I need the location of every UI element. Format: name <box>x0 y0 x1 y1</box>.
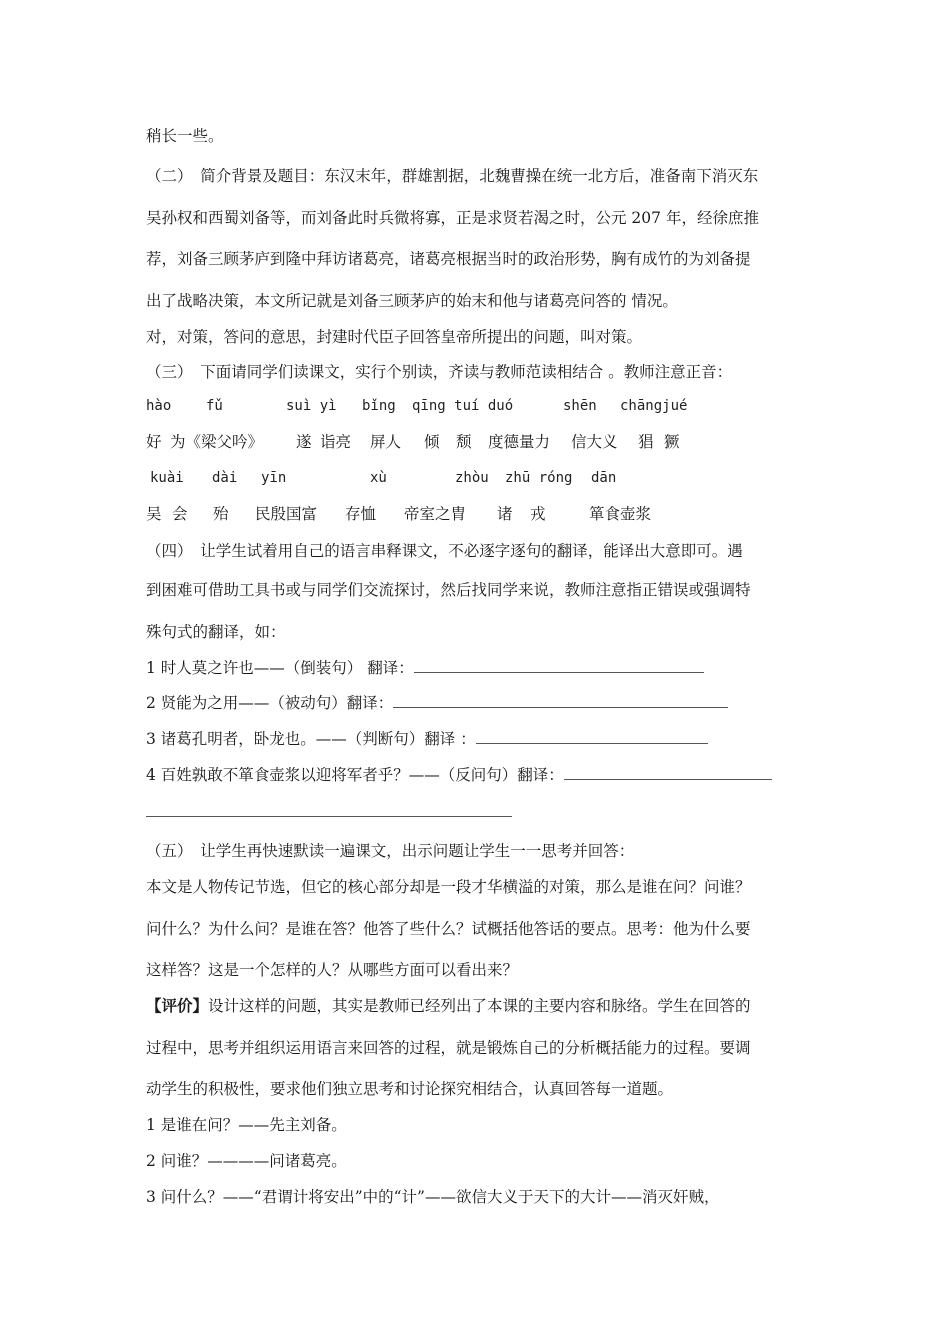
answer-blank[interactable] <box>414 658 704 673</box>
section-2-line-4: 出了战略决策，本文所记就是刘备三顾茅庐的始末和他与诸葛亮问答的 情况。 <box>146 292 678 310</box>
translation-item-1 <box>146 658 704 678</box>
translation-prompt: 2 贤能为之用——（被动句）翻译： <box>146 694 394 712</box>
vocab-row-2 <box>0 504 950 526</box>
vocab-word: 猖 <box>638 433 654 451</box>
pinyin: zhòu <box>455 470 489 486</box>
section-5-line-3: 问什么？为什么问？是谁在答？他答了些什么？试概括他答话的要点。思考：他为什么要 <box>146 920 751 938</box>
section-2-line-2: 吴孙权和西蜀刘备等，而刘备此时兵微将寡，正是求贤若渴之时，公元 207 年，经徐庶推 <box>146 209 759 227</box>
pinyin: fǔ <box>206 398 223 414</box>
translation-prompt: 3 诸葛孔明者，卧龙也。——（判断句）翻译 ： <box>146 730 476 748</box>
pinyin: chāngjué <box>620 398 688 414</box>
vocab-word: 好 <box>146 433 162 451</box>
vocab-word: 殆 <box>213 505 229 523</box>
translation-prompt: 4 百姓孰敢不箪食壶浆以迎将军者乎？——（反问句）翻译： <box>146 766 564 784</box>
vocab-word: 戎 <box>530 505 546 523</box>
translation-item-2 <box>146 693 728 713</box>
section-4-line-3: 殊句式的翻译，如： <box>146 623 286 641</box>
section-5-line-1: （五） 让学生再快速默读一遍课文，出示问题让学生一一思考并回答： <box>146 842 635 860</box>
pinyin: suì yì <box>286 398 337 414</box>
section-5-line-2: 本文是人物传记节选，但它的核心部分却是一段才华横溢的对策，那么是谁在问？问谁？ <box>146 878 751 896</box>
pinyin: shēn <box>563 398 597 414</box>
answer-blank-continuation[interactable] <box>146 806 512 817</box>
vocab-word: 信大义 <box>571 433 618 451</box>
answer-blank[interactable] <box>476 729 708 744</box>
pinyin-row-2 <box>0 470 950 492</box>
answer-line-1: 1 是谁在问？——先主刘备。 <box>146 1116 347 1134</box>
vocab-row-1 <box>0 432 950 454</box>
vocab-word: 帝室之胄 <box>404 505 467 523</box>
section-4-line-2: 到困难可借助工具书或与同学们交流探讨，然后找同学来说，教师注意指正错误或强调特 <box>146 581 751 599</box>
vocab-word: 吴 <box>146 505 162 523</box>
translation-item-3 <box>146 729 708 749</box>
answer-blank[interactable] <box>393 693 728 708</box>
vocab-word: 度德量力 <box>488 433 551 451</box>
section-2-line-3: 荐，刘备三顾茅庐到隆中拜访诸葛亮，诸葛亮根据当时的政治形势，胸有成竹的为刘备提 <box>146 250 751 268</box>
paragraph-line: 稍长一些。 <box>146 127 224 145</box>
section-2-line-1: （二） 简介背景及题目：东汉末年，群雄割据，北魏曹操在统一北方后，准备南下消灭东 <box>146 167 759 185</box>
pinyin: zhū róng <box>505 470 573 486</box>
evaluation-tag: 【评价】 <box>146 996 209 1015</box>
vocab-word: 民殷国富 <box>255 505 318 523</box>
vocab-word: 遂 <box>296 433 312 451</box>
answer-line-3: 3 问什么？——“君谓计将安出”中的“计”——欲信大义于天下的大计——消灭奸贼， <box>146 1188 720 1206</box>
pinyin-row-1 <box>0 398 950 420</box>
vocab-word: 为《梁父吟》 <box>170 433 264 451</box>
pinyin: dài <box>212 470 238 486</box>
vocab-word: 獗 <box>664 433 680 451</box>
section-2-line-5: 对，对策，答问的意思，封建时代臣子回答皇帝所提出的问题，叫对策。 <box>146 328 643 346</box>
vocab-word: 诸 <box>497 505 513 523</box>
pinyin: yīn <box>261 470 287 486</box>
vocab-word: 屏人 <box>370 433 402 451</box>
pinyin: dān <box>591 470 617 486</box>
translation-item-4 <box>146 765 772 785</box>
evaluation-line-3: 动学生的积极性，要求他们独立思考和讨论探究相结合，认真回答每一道题。 <box>146 1080 674 1098</box>
answer-blank[interactable] <box>564 765 772 780</box>
answer-line-2: 2 问谁？————问诸葛亮。 <box>146 1152 347 1170</box>
section-4-line-1: （四） 让学生试着用自己的语言串释课文，不必逐字逐句的翻译，能译出大意即可。遇 <box>146 542 743 560</box>
pinyin: xù <box>370 470 387 486</box>
evaluation-line-2: 过程中，思考并组织运用语言来回答的过程，就是锻炼自己的分析概括能力的过程。要调 <box>146 1039 751 1057</box>
vocab-word: 倾 <box>424 433 440 451</box>
evaluation-text: 设计这样的问题，其实是教师已经列出了本课的主要内容和脉络。学生在回答的 <box>208 997 751 1015</box>
vocab-word: 颓 <box>456 433 472 451</box>
evaluation-line-1 <box>146 996 751 1016</box>
vocab-word: 存恤 <box>345 505 377 523</box>
vocab-word: 会 <box>172 505 188 523</box>
section-5-line-4: 这样答？这是一个怎样的人？从哪些方面可以看出来？ <box>146 961 519 979</box>
vocab-word: 诣亮 <box>320 433 352 451</box>
pinyin: bǐng <box>362 398 396 414</box>
pinyin: kuài <box>150 470 184 486</box>
vocab-word: 箪食壶浆 <box>589 505 652 523</box>
translation-prompt: 1 时人莫之许也——（倒装句） 翻译： <box>146 659 414 677</box>
pinyin: qīng tuí duó <box>412 398 514 414</box>
section-3-line-1: （三） 下面请同学们读课文，实行个别读，齐读与教师范读相结合 。教师注意正音： <box>146 363 733 381</box>
pinyin: hào <box>146 398 172 414</box>
